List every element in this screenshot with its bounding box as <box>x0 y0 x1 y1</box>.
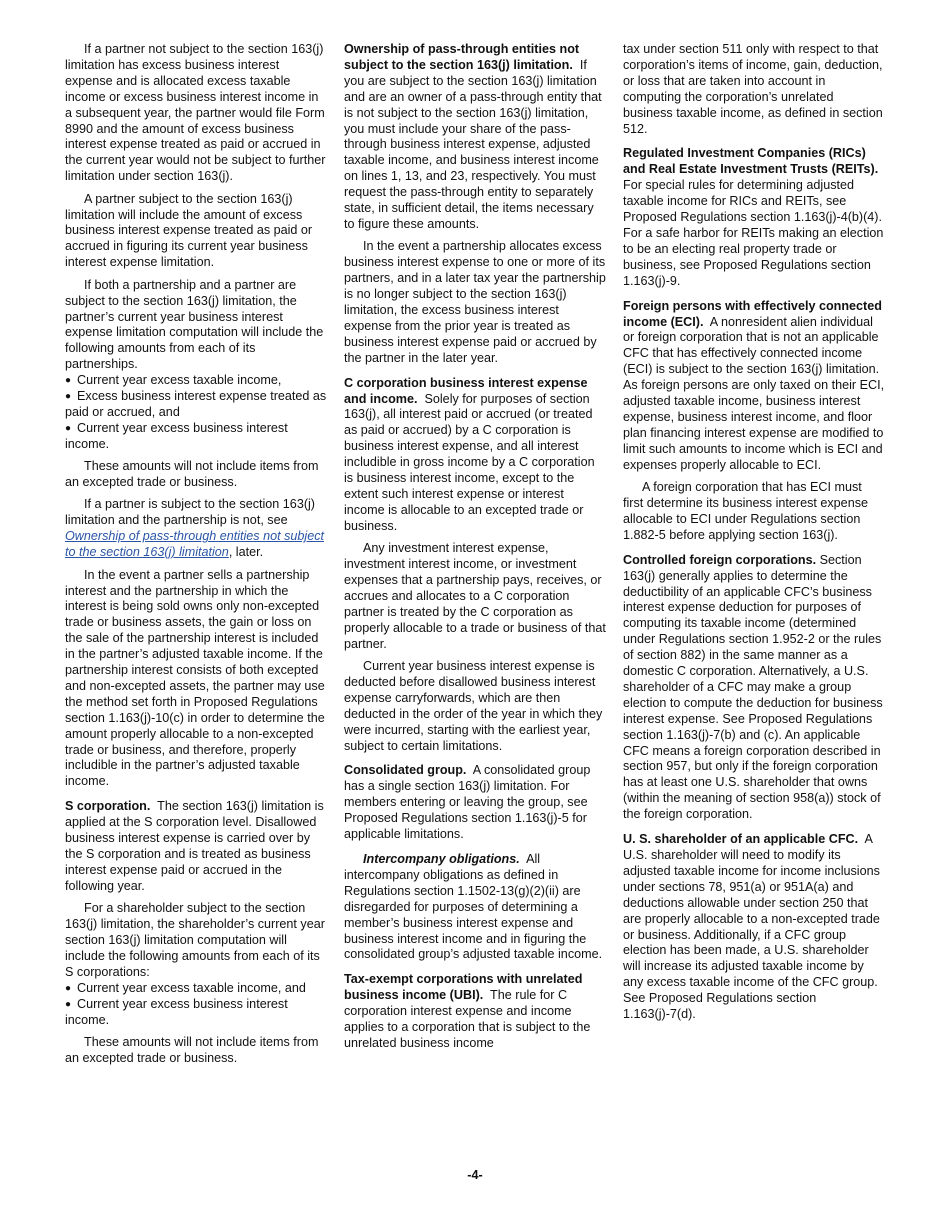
paragraph: These amounts will not include items from an excepted trade or business. <box>65 1034 319 1065</box>
section-heading: S corporation. <box>65 799 151 814</box>
section-heading: Regulated Investment Companies (RICs) and Real Estate Investment Trusts (REITs). <box>623 146 879 177</box>
section-heading: U. S. shareholder of an applicable CFC. <box>623 832 859 847</box>
cross-reference-link[interactable]: Ownership of pass-through entities not subject to the section 163(j) limitation <box>65 529 325 560</box>
column-left <box>65 42 327 1073</box>
bullet-icon: ● <box>65 982 72 994</box>
paragraph: If a partner is subject to the section 163(j) limitation and the partnership is not, see Ownership of pass-through entities not subject to the section 163(j) limitation, later. <box>65 497 325 560</box>
paragraph: Any investment interest expense, investment interest income, or investment expenses that a partnership pays, receives, or accrues and allocates to a C corporation partner is treated by the C corporation as properly allocable to a trade or business of that partner. <box>344 541 606 651</box>
column-middle <box>344 42 606 1058</box>
section-heading: Ownership of pass-through entities not subject to the section 163(j) limitation. <box>344 42 580 72</box>
paragraph: A foreign corporation that has ECI must first determine its business interest expense allocable to ECI under Regulations section 1.882-5 before applying section 163(j). <box>623 480 868 542</box>
section-paragraph: Regulated Investment Companies (RICs) and Real Estate Investment Trusts (REITs). For special rules for determining adjusted taxable income for RICs and REITs, see Proposed Regulations section 1.163(j)-4(b)(4). For a safe harbor for REITs making an election to be an electing real property trade or business, see Proposed Regulations section 1.163(j)-9. <box>623 146 884 288</box>
bullet-item: ● Current year excess taxable income, and <box>65 980 306 995</box>
bullet-item: ● Excess business interest expense treated as paid or accrued, and <box>65 389 327 419</box>
section-heading: Consolidated group. <box>344 763 467 778</box>
section-paragraph: Controlled foreign corporations. Section 163(j) generally applies to determine the deductibility of an applicable CFC’s business interest expense deduction for purposes of computing its taxable income (determined under Regulations section 1.952-2 or the rules of section 882) in the same manner as a domestic C corporation. Alternatively, a U.S. shareholder of a CFC may make a group election to compute the deduction for business interest expense. See Proposed Regulations section 1.163(j)-7(b) and (c). An applicable CFC means a foreign corporation described in section 957, but only if the foreign corporation has at least one U.S. shareholder that owns (within the meaning of section 958(a)) stock of the foreign corporation. <box>623 552 883 822</box>
bullet-icon: ● <box>65 391 72 403</box>
section-paragraph: Tax-exempt corporations with unrelated business income (UBI). The rule for C corporation interest expense and income applies to a corporation that is subject to the unrelated business income <box>344 972 591 1050</box>
paragraph: A partner subject to the section 163(j) limitation will include the amount of excess business interest expense treated as paid or accrued in figuring its current year business interest expense limitation. <box>65 191 313 270</box>
column-right <box>623 42 885 1029</box>
paragraph: Current year business interest expense is deducted before disallowed business interest expense carryforwards, which are then deducted in the order of the year in which they were incurred, starting with the earliest year, subject to certain limitations. <box>344 659 603 753</box>
subsection-paragraph: Intercompany obligations. All intercompany obligations as defined in Regulations section 1.1502-13(g)(2)(ii) are disregarded for purposes of determining a member’s business interest expense and business interest income and in figuring the consolidated group’s adjusted taxable income. <box>344 852 603 962</box>
paragraph-continued: tax under section 511 only with respect to that corporation’s items of income, gain, deduction, or loss that are taken into account in computing the corporation’s unrelated business taxable income, as defined in section 512. <box>623 42 883 136</box>
section-paragraph: C corporation business interest expense and income. Solely for purposes of section 163(j), all interest paid or accrued (or treated as paid or accrued) by a C corporation is business interest expense, and all interest includible in gross income by a C corporation is business interest income, except to the extent such interest expense or interest income is allocable to an excepted trade or business. <box>344 375 595 533</box>
bullet-item: ● Current year excess taxable income, <box>65 373 282 388</box>
bullet-icon: ● <box>65 422 72 434</box>
section-paragraph: Foreign persons with effectively connected income (ECI). A nonresident alien individual or foreign corporation that is not an applicable CFC that has effectively connected income (ECI) is subject to the section 163(j) limitation. As foreign persons are only taxed on their ECI, adjusted taxable income, business interest expense, business interest income, and floor plan financing interest expense are modified to limit such amounts to income which is ECI and expenses properly allocable to ECI. <box>623 298 885 472</box>
bullet-item: ● Current year excess business interest income. <box>65 420 288 451</box>
bullet-icon: ● <box>65 375 72 387</box>
subsection-heading: Intercompany obligations. <box>363 852 520 866</box>
section-paragraph: U. S. shareholder of an applicable CFC. A U.S. shareholder will need to modify its adjusted taxable income for income inclusions under sections 78, 951(a) or 951A(a) and deductions allowable under section 250 that are properly allocable to a non-excepted trade or business. Additionally, if a CFC group election has been made, a U.S. shareholder will increase its adjusted taxable income by any excess taxable income of the CFC group. See Proposed Regulations section 1.163(j)-7(d). <box>623 832 880 1022</box>
section-paragraph: Consolidated group. A consolidated group has a single section 163(j) limitation. For members entering or leaving the group, see Proposed Regulations section 1.163(j)-5 for applicable limitations. <box>344 763 591 842</box>
paragraph: For a shareholder subject to the section 163(j) limitation, the shareholder’s current year section 163(j) limitation computation will include the following amounts from each of its S corporations: <box>65 901 325 979</box>
section-heading: Controlled foreign corporations. <box>623 552 817 567</box>
section-heading: Foreign persons with effectively connected income (ECI). <box>623 298 882 329</box>
bullet-item: ● Current year excess business interest income. <box>65 996 288 1027</box>
section-heading: C corporation business interest expense and income. <box>344 375 588 406</box>
paragraph: If a partner not subject to the section 163(j) limitation has excess business interest expense and is allocated excess taxable income or excess business interest income in a subsequent year, the partner would file Form 8990 and the amount of excess business interest expense treated as paid or accrued in the current year would not be subject to further limitation under section 163(j). <box>65 42 326 184</box>
paragraph: If both a partnership and a partner are subject to the section 163(j) limitation, the partner’s current year business interest expense limitation computation will include the following amounts from each of its partnerships. <box>65 277 324 372</box>
section-heading: Tax-exempt corporations with unrelated business income (UBI). <box>344 972 583 1003</box>
section-paragraph: S corporation. The section 163(j) limitation is applied at the S corporation level. Disallowed business interest expense is carried over by the S corporation and is treated as business interest expense paid or accrued in the following year. <box>65 799 324 893</box>
bullet-icon: ● <box>65 998 72 1010</box>
page-number: -4- <box>467 1168 483 1182</box>
paragraph: In the event a partner sells a partnership interest and the partnership in which the interest is being sold owns only non-excepted trade or business assets, the gain or loss on the sale of the partnership interest is included in the partner’s adjusted taxable income. If the partnership interest consists of both excepted and non-excepted assets, the partner may use the method set forth in Proposed Regulations section 1.163(j)-10(c) in order to determine the amount properly allocable to a non-excepted trade or business, and therefore, properly includible in the partner’s adjusted taxable income. <box>65 567 325 789</box>
paragraph: These amounts will not include items from an excepted trade or business. <box>65 459 319 490</box>
paragraph: In the event a partnership allocates excess business interest expense to one or more of its partners, and in a later tax year the partnership is no longer subject to the section 163(j) limitation, the excess business interest expense from the prior year is treated as business interest expense paid or accrued by the partner in the later year. <box>344 239 606 365</box>
section-paragraph: Ownership of pass-through entities not subject to the section 163(j) limitation. If you are subject to the section 163(j) limitation and are an owner of a pass-through entity that is not subject to the section 163(j) limitation, you must include your share of the pass-through business interest expense, adjusted taxable income, and business interest income on lines 1, 13, and 23, respectively. You must request the pass-through entity to separately state, in sufficient detail, the items necessary to figure these amounts. <box>344 42 602 231</box>
